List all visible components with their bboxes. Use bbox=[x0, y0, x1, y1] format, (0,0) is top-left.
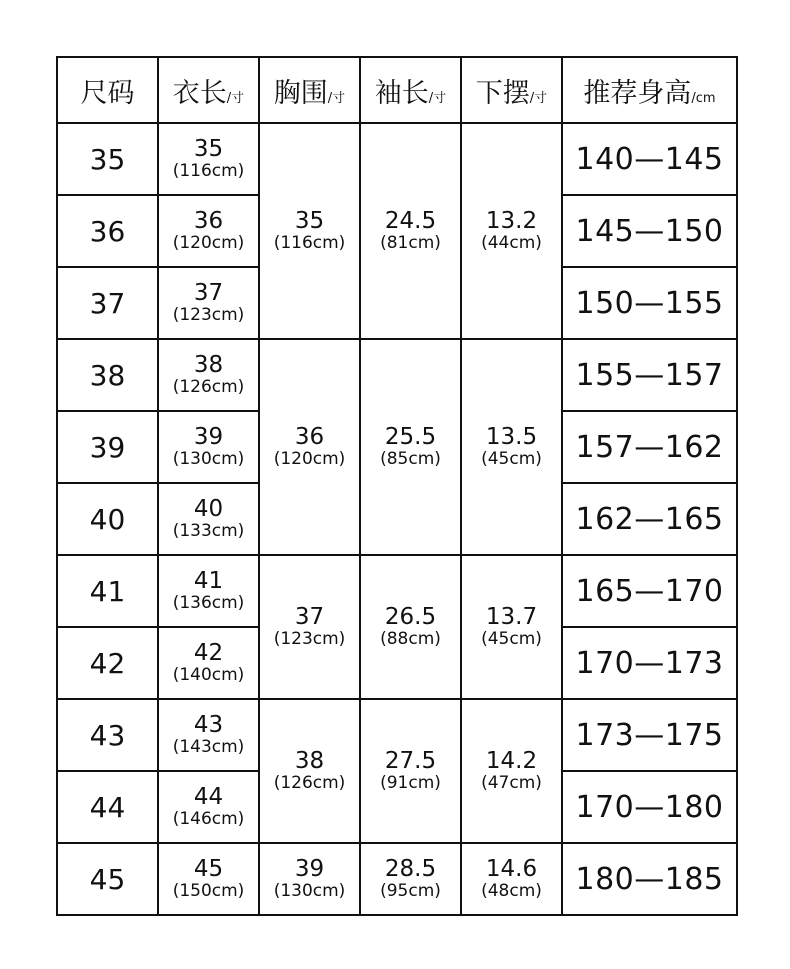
size-cell bbox=[57, 123, 158, 195]
sleeve-cm: (85cm) bbox=[380, 449, 441, 469]
hem-cell bbox=[461, 123, 562, 339]
length-cm: (146cm) bbox=[172, 809, 245, 829]
height-cell bbox=[562, 555, 737, 627]
header-sleeve: 袖长/寸 bbox=[360, 57, 461, 123]
sleeve-value: 24.5 bbox=[384, 208, 437, 234]
sleeve-cell bbox=[360, 123, 461, 339]
length-cm: (123cm) bbox=[172, 305, 245, 325]
hem-value: 13.5 bbox=[485, 424, 538, 450]
hem-value: 13.2 bbox=[485, 208, 538, 234]
header-height: 推荐身高/cm bbox=[562, 57, 737, 123]
size-cell bbox=[57, 195, 158, 267]
size-cell bbox=[57, 339, 158, 411]
size-value: 36 bbox=[89, 214, 126, 248]
header-size: 尺码 bbox=[57, 57, 158, 123]
table-row bbox=[57, 555, 737, 627]
length-cm: (136cm) bbox=[172, 593, 245, 613]
length-value: 40 bbox=[193, 496, 224, 522]
size-cell bbox=[57, 267, 158, 339]
size-value: 44 bbox=[89, 790, 126, 824]
sleeve-value: 25.5 bbox=[384, 424, 437, 450]
length-cell bbox=[158, 555, 259, 627]
height-cell bbox=[562, 699, 737, 771]
table-row bbox=[57, 339, 737, 411]
chest-value: 38 bbox=[294, 748, 325, 774]
height-value: 170—173 bbox=[575, 645, 724, 681]
hem-cm: (45cm) bbox=[481, 449, 542, 469]
chest-cell bbox=[259, 123, 360, 339]
length-cell bbox=[158, 267, 259, 339]
length-value: 43 bbox=[193, 712, 224, 738]
length-value: 42 bbox=[193, 640, 224, 666]
size-value: 37 bbox=[89, 286, 126, 320]
height-cell bbox=[562, 411, 737, 483]
chest-cm: (130cm) bbox=[273, 881, 346, 901]
height-value: 155—157 bbox=[575, 357, 724, 393]
length-cm: (143cm) bbox=[172, 737, 245, 757]
header-chest: 胸围/寸 bbox=[259, 57, 360, 123]
table-row bbox=[57, 123, 737, 195]
length-cm: (126cm) bbox=[172, 377, 245, 397]
hem-cell bbox=[461, 699, 562, 843]
height-value: 170—180 bbox=[575, 789, 724, 825]
sleeve-cm: (95cm) bbox=[380, 881, 441, 901]
chest-cell bbox=[259, 339, 360, 555]
length-cm: (150cm) bbox=[172, 881, 245, 901]
height-cell bbox=[562, 267, 737, 339]
size-value: 41 bbox=[89, 574, 126, 608]
sleeve-cell bbox=[360, 555, 461, 699]
size-cell bbox=[57, 483, 158, 555]
size-value: 38 bbox=[89, 358, 126, 392]
size-cell bbox=[57, 771, 158, 843]
chest-cm: (120cm) bbox=[273, 449, 346, 469]
height-value: 150—155 bbox=[575, 285, 724, 321]
chest-value: 39 bbox=[294, 856, 325, 882]
table-row bbox=[57, 843, 737, 915]
sleeve-value: 26.5 bbox=[384, 604, 437, 630]
height-value: 145—150 bbox=[575, 213, 724, 249]
length-cell bbox=[158, 771, 259, 843]
height-cell bbox=[562, 339, 737, 411]
length-value: 41 bbox=[193, 568, 224, 594]
length-cm: (140cm) bbox=[172, 665, 245, 685]
length-cm: (116cm) bbox=[172, 161, 245, 181]
chest-cm: (123cm) bbox=[273, 629, 346, 649]
length-cell bbox=[158, 483, 259, 555]
height-value: 180—185 bbox=[575, 861, 724, 897]
sleeve-cell bbox=[360, 843, 461, 915]
length-value: 38 bbox=[193, 352, 224, 378]
size-value: 35 bbox=[89, 142, 126, 176]
size-value: 40 bbox=[89, 502, 126, 536]
hem-value: 14.6 bbox=[485, 856, 538, 882]
height-cell bbox=[562, 483, 737, 555]
length-cell bbox=[158, 843, 259, 915]
length-cm: (120cm) bbox=[172, 233, 245, 253]
length-cell bbox=[158, 195, 259, 267]
height-cell bbox=[562, 123, 737, 195]
height-value: 157—162 bbox=[575, 429, 724, 465]
hem-cell bbox=[461, 555, 562, 699]
height-value: 165—170 bbox=[575, 573, 724, 609]
sleeve-value: 27.5 bbox=[384, 748, 437, 774]
size-cell bbox=[57, 411, 158, 483]
length-cm: (133cm) bbox=[172, 521, 245, 541]
hem-value: 13.7 bbox=[485, 604, 538, 630]
height-cell bbox=[562, 843, 737, 915]
length-value: 45 bbox=[193, 856, 224, 882]
sleeve-cell bbox=[360, 699, 461, 843]
chest-value: 36 bbox=[294, 424, 325, 450]
hem-cm: (45cm) bbox=[481, 629, 542, 649]
sleeve-cm: (91cm) bbox=[380, 773, 441, 793]
length-value: 39 bbox=[193, 424, 224, 450]
size-value: 45 bbox=[89, 862, 126, 896]
length-value: 37 bbox=[193, 280, 224, 306]
length-cell bbox=[158, 699, 259, 771]
size-cell bbox=[57, 555, 158, 627]
header-length: 衣长/寸 bbox=[158, 57, 259, 123]
chest-cell bbox=[259, 843, 360, 915]
height-cell bbox=[562, 627, 737, 699]
chest-cm: (126cm) bbox=[273, 773, 346, 793]
hem-cell bbox=[461, 339, 562, 555]
size-chart-table bbox=[56, 56, 738, 916]
height-value: 140—145 bbox=[575, 141, 724, 177]
sleeve-value: 28.5 bbox=[384, 856, 437, 882]
table-row bbox=[57, 699, 737, 771]
header-hem: 下摆/寸 bbox=[461, 57, 562, 123]
length-cell bbox=[158, 411, 259, 483]
length-value: 35 bbox=[193, 136, 224, 162]
sleeve-cell bbox=[360, 339, 461, 555]
header-row bbox=[57, 57, 737, 123]
size-value: 39 bbox=[89, 430, 126, 464]
sleeve-cm: (81cm) bbox=[380, 233, 441, 253]
height-cell bbox=[562, 771, 737, 843]
size-cell bbox=[57, 699, 158, 771]
size-cell bbox=[57, 843, 158, 915]
length-cm: (130cm) bbox=[172, 449, 245, 469]
hem-value: 14.2 bbox=[485, 748, 538, 774]
chest-cell bbox=[259, 555, 360, 699]
hem-cm: (47cm) bbox=[481, 773, 542, 793]
length-value: 36 bbox=[193, 208, 224, 234]
size-value: 42 bbox=[89, 646, 126, 680]
length-value: 44 bbox=[193, 784, 224, 810]
hem-cm: (44cm) bbox=[481, 233, 542, 253]
hem-cm: (48cm) bbox=[481, 881, 542, 901]
size-value: 43 bbox=[89, 718, 126, 752]
chest-value: 37 bbox=[294, 604, 325, 630]
sleeve-cm: (88cm) bbox=[380, 629, 441, 649]
length-cell bbox=[158, 339, 259, 411]
height-value: 162—165 bbox=[575, 501, 724, 537]
size-cell bbox=[57, 627, 158, 699]
height-cell bbox=[562, 195, 737, 267]
size-chart-body bbox=[57, 57, 737, 915]
chest-cell bbox=[259, 699, 360, 843]
chest-cm: (116cm) bbox=[273, 233, 346, 253]
chest-value: 35 bbox=[294, 208, 325, 234]
height-value: 173—175 bbox=[575, 717, 724, 753]
length-cell bbox=[158, 627, 259, 699]
length-cell bbox=[158, 123, 259, 195]
hem-cell bbox=[461, 843, 562, 915]
